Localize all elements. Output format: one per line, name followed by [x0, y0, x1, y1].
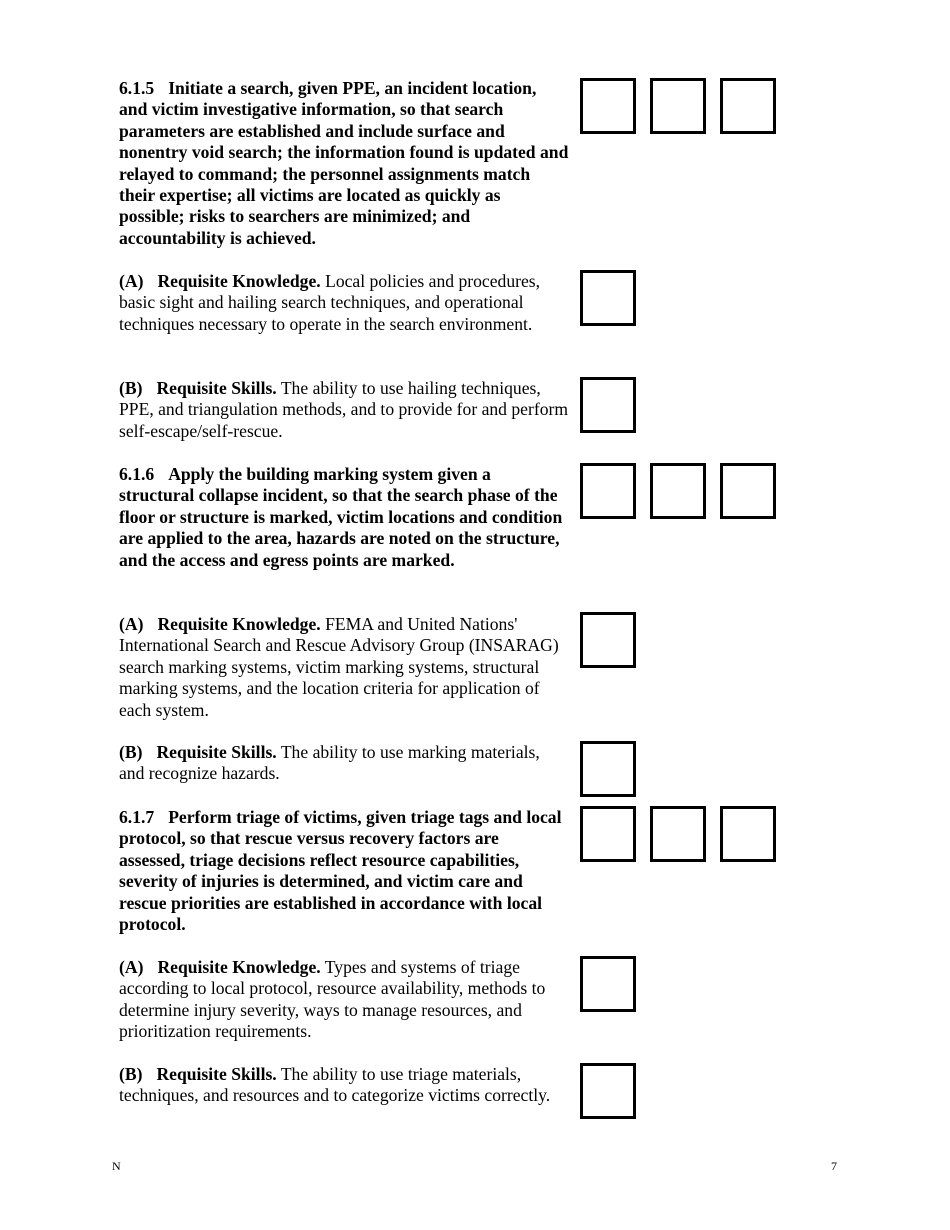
section-text: Perform triage of victims, given triage tags and local protocol, so that rescue versus recovery factors are assessed, triage decisions reflect resource capabilities, severity of injuries is determined, and victim care and rescue priorities are established in accordance with local protocol. [119, 807, 562, 935]
item-label: Requisite Skills. [156, 742, 277, 762]
item-label: Requisite Knowledge. [157, 614, 321, 634]
item-text: Local policies and procedures, basic sight and hailing search techniques, and operational techniques necessary to operate in the search environment. [119, 271, 541, 334]
checkbox-6-1-6-knowledge[interactable] [580, 612, 636, 668]
item-text: The ability to use triage materials, techniques, and resources and to categorize victims correctly. [119, 1064, 551, 1106]
checkbox-6-1-6-skills[interactable] [580, 741, 636, 797]
section-6-1-6-skills [119, 742, 569, 785]
checkbox-6-1-6-2[interactable] [650, 463, 706, 519]
item-label: Requisite Knowledge. [157, 957, 321, 977]
checkbox-6-1-7-skills[interactable] [580, 1063, 636, 1119]
checkbox-6-1-6-1[interactable] [580, 463, 636, 519]
item-text: The ability to use marking materials, and recognize hazards. [119, 742, 540, 784]
page-number: 7 [831, 1159, 837, 1173]
checkbox-6-1-7-3[interactable] [720, 806, 776, 862]
checkbox-6-1-5-2[interactable] [650, 78, 706, 134]
section-6-1-6-statement [119, 464, 569, 571]
item-label: Requisite Knowledge. [157, 271, 321, 291]
item-marker: (B) [119, 1064, 143, 1084]
item-marker: (A) [119, 957, 144, 977]
checkbox-6-1-5-knowledge[interactable] [580, 270, 636, 326]
section-text: Apply the building marking system given a structural collapse incident, so that the search phase of the floor or structure is marked, victim locations and condition are applied to the area, hazards are noted on the structure, and the access and egress points are marked. [119, 464, 563, 570]
item-marker: (A) [119, 614, 144, 634]
section-number: 6.1.7 [119, 807, 155, 827]
section-6-1-5-skills [119, 378, 569, 442]
item-text: The ability to use hailing techniques, PPE, and triangulation methods, and to provide for and perform self-escape/self-rescue. [119, 378, 569, 441]
checkbox-6-1-5-skills[interactable] [580, 377, 636, 433]
checkbox-6-1-7-1[interactable] [580, 806, 636, 862]
section-6-1-7-statement [119, 807, 569, 935]
checkbox-6-1-5-3[interactable] [720, 78, 776, 134]
section-6-1-5-knowledge [119, 271, 569, 335]
item-marker: (B) [119, 742, 143, 762]
item-text: Types and systems of triage according to local protocol, resource availability, methods to determine injury severity, ways to manage resources, and prioritization requirements. [119, 957, 546, 1042]
checkbox-6-1-6-3[interactable] [720, 463, 776, 519]
checkbox-6-1-7-2[interactable] [650, 806, 706, 862]
section-number: 6.1.6 [119, 464, 155, 484]
checkbox-6-1-7-knowledge[interactable] [580, 956, 636, 1012]
section-6-1-6-knowledge [119, 614, 569, 721]
footer-left-mark: N [112, 1159, 121, 1173]
section-6-1-5-statement [119, 78, 569, 249]
section-number: 6.1.5 [119, 78, 155, 98]
item-marker: (B) [119, 378, 143, 398]
section-text: Initiate a search, given PPE, an incident location, and victim investigative information, so that search parameters are established and include surface and nonentry void search; the information found is updated and relayed to command; the personnel assignments match their expertise; all victims are located as quickly as possible; risks to searchers are minimized; and accountability is achieved. [119, 78, 569, 248]
item-text: FEMA and United Nations' International Search and Rescue Advisory Group (INSARAG) search marking systems, victim marking systems, structural marking systems, and the location criteria for application of each system. [119, 614, 559, 720]
item-label: Requisite Skills. [156, 1064, 277, 1084]
section-6-1-7-skills [119, 1064, 569, 1107]
section-6-1-7-knowledge [119, 957, 569, 1043]
item-label: Requisite Skills. [156, 378, 277, 398]
item-marker: (A) [119, 271, 144, 291]
checkbox-6-1-5-1[interactable] [580, 78, 636, 134]
